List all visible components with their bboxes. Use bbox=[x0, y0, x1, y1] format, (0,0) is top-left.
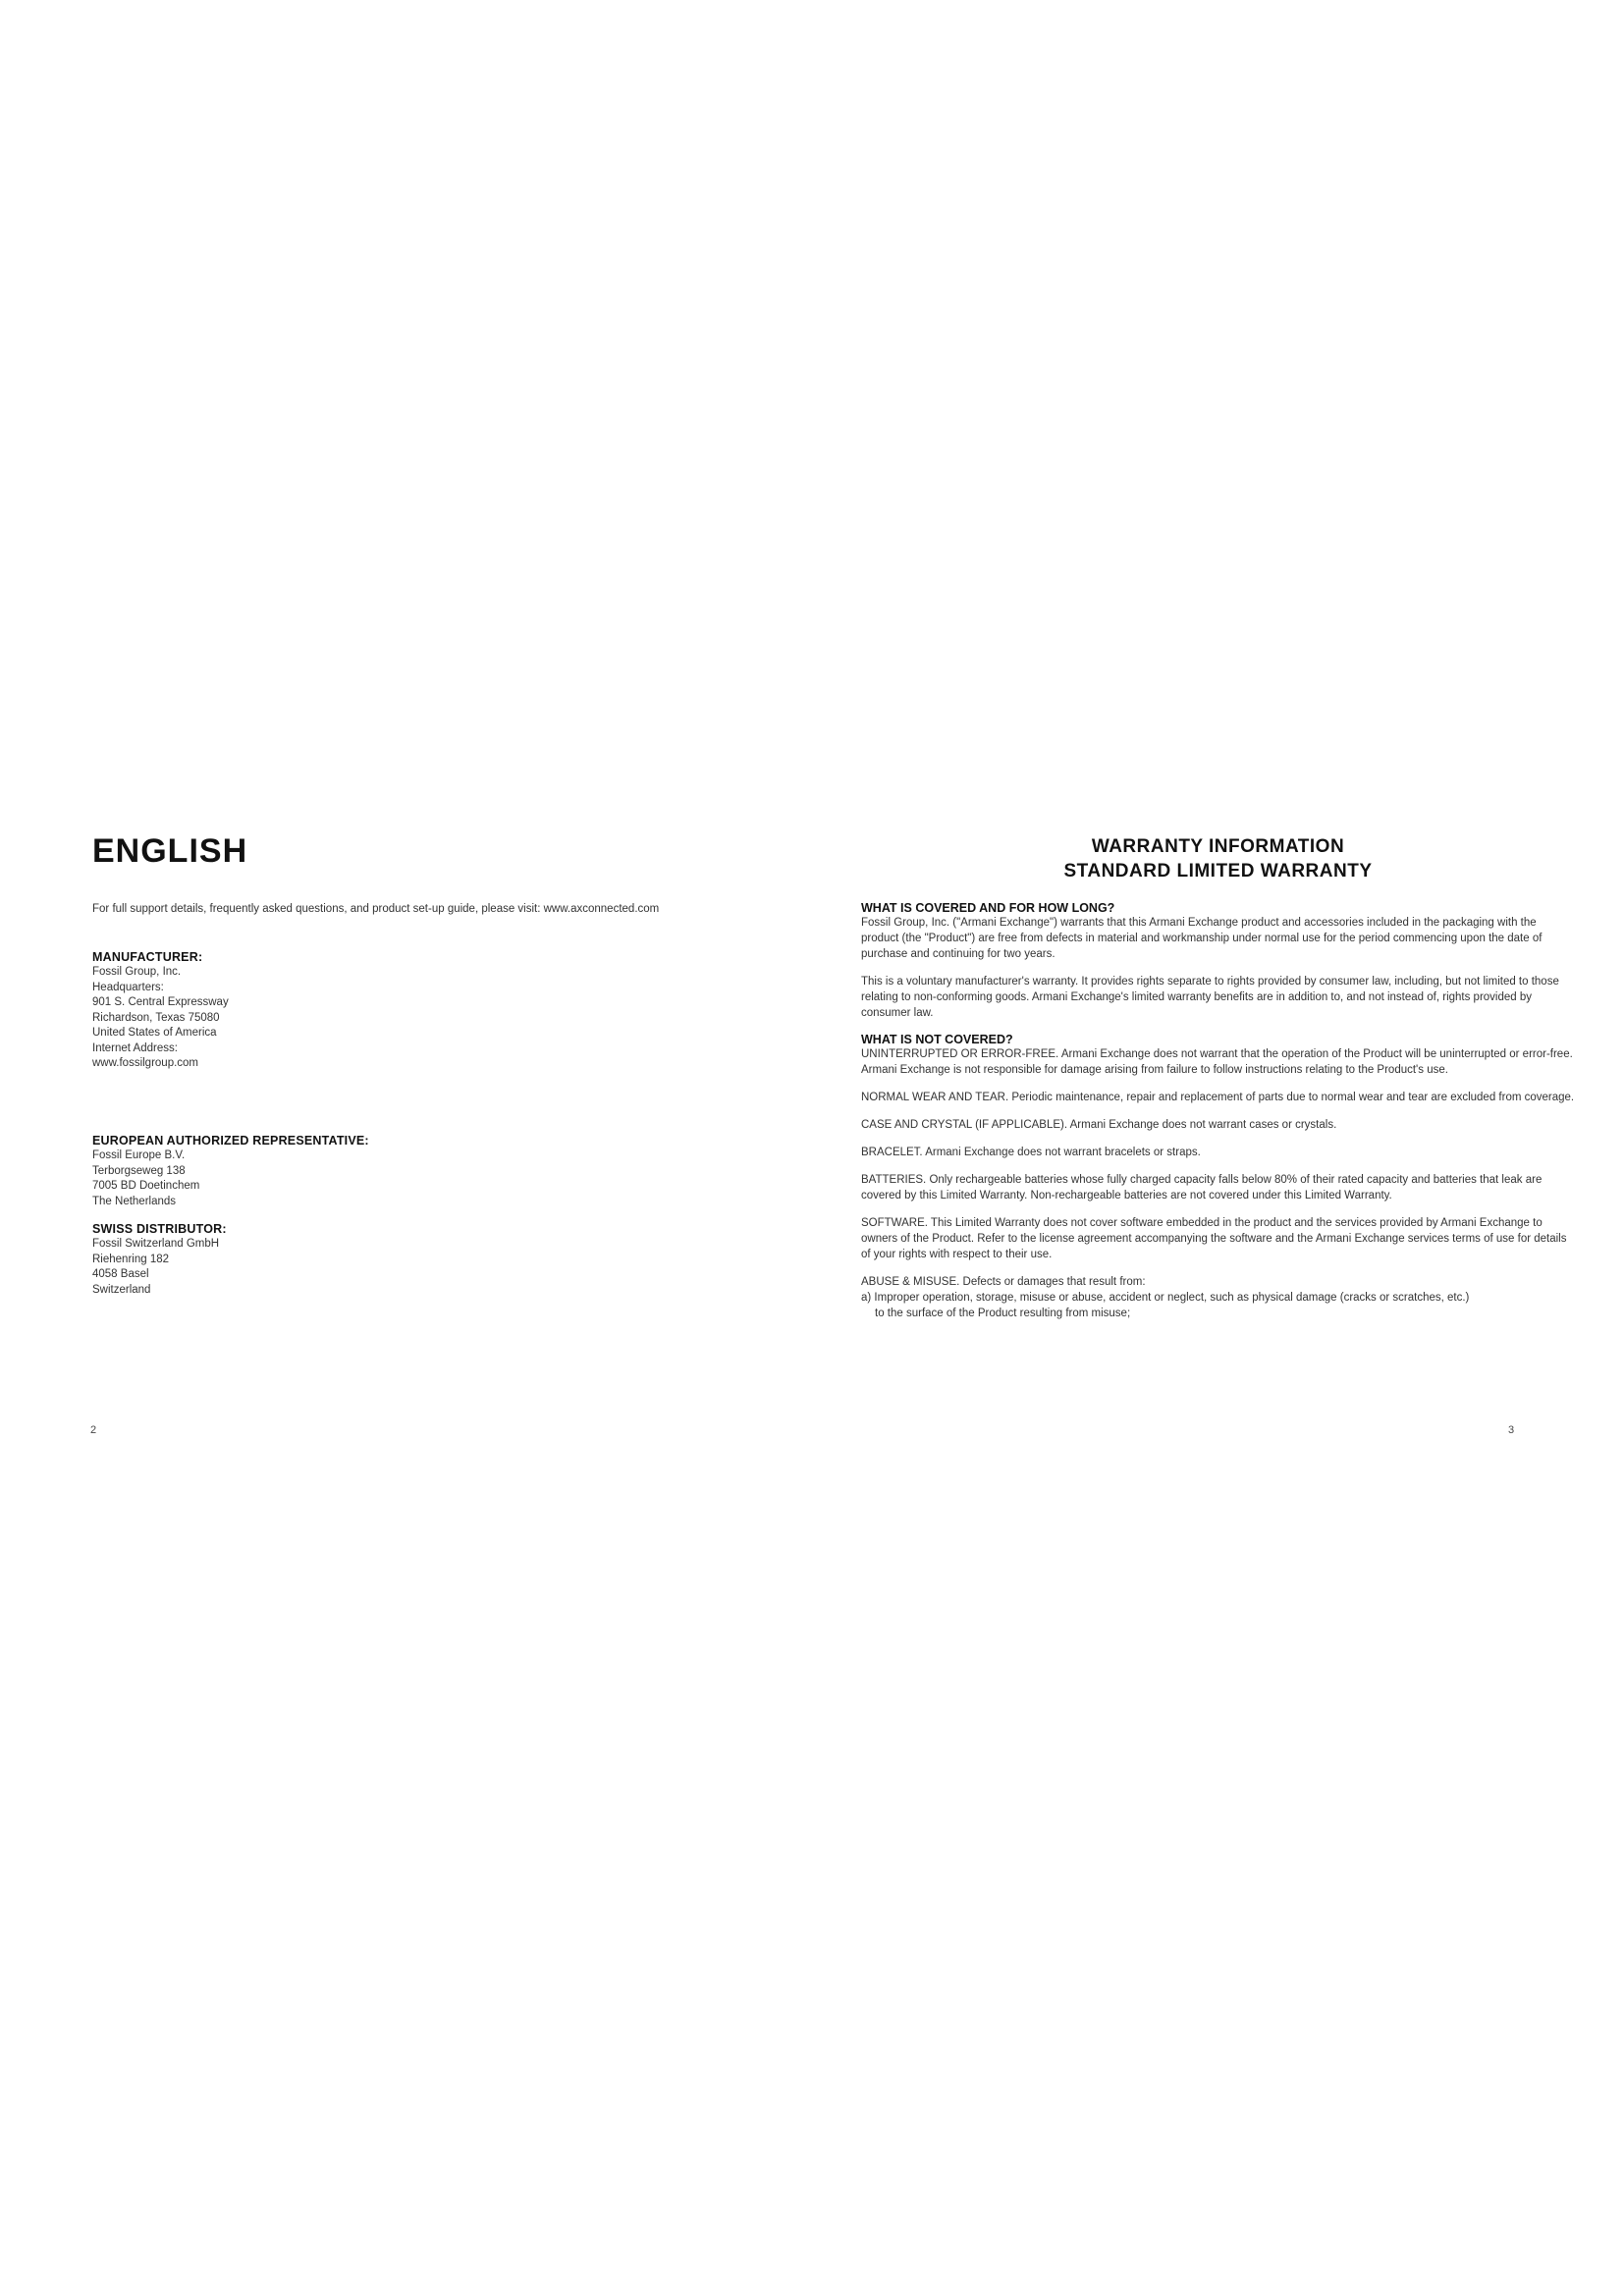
manufacturer-line: Internet Address: bbox=[92, 1041, 178, 1054]
european-rep-block bbox=[92, 1134, 681, 1209]
warranty-body bbox=[861, 901, 1575, 1321]
manufacturer-line: United States of America bbox=[92, 1027, 217, 1039]
not-covered-heading: WHAT IS NOT COVERED? bbox=[861, 1033, 1013, 1046]
swiss-distributor-block bbox=[92, 1222, 681, 1298]
covered-paragraph: This is a voluntary manufacturer's warranty. It provides rights separate to rights provided by consumer law, including, but not limited to those relating to non-conforming goods. Armani Exchange's limited warranty benefits are in addition to, and not instead of, rights provided by consumer law. bbox=[861, 976, 1559, 1019]
page-number: 3 bbox=[1508, 1424, 1515, 1436]
not-covered-paragraph: ABUSE & MISUSE. Defects or damages that result from: bbox=[861, 1276, 1146, 1288]
not-covered-paragraph: NORMAL WEAR AND TEAR. Periodic maintenance, repair and replacement of parts due to normal wear and tear are excluded from coverage. bbox=[861, 1092, 1575, 1103]
swiss-distributor-line: 4058 Basel bbox=[92, 1268, 149, 1280]
european-rep-line: The Netherlands bbox=[92, 1195, 177, 1207]
manufacturer-line: Fossil Group, Inc. bbox=[92, 966, 182, 978]
warranty-title: WARRANTY INFORMATION bbox=[1091, 836, 1345, 857]
manufacturer-line: Richardson, Texas 75080 bbox=[92, 1011, 220, 1024]
manufacturer-line: 901 S. Central Expressway bbox=[92, 996, 229, 1008]
not-covered-paragraph: CASE AND CRYSTAL (IF APPLICABLE). Armani Exchange does not warrant cases or crystals. bbox=[861, 1119, 1337, 1131]
swiss-distributor-line: Switzerland bbox=[92, 1283, 151, 1296]
european-rep-line: Fossil Europe B.V. bbox=[92, 1149, 186, 1161]
not-covered-paragraph: BRACELET. Armani Exchange does not warrant bracelets or straps. bbox=[861, 1147, 1201, 1158]
not-covered-paragraph: SOFTWARE. This Limited Warranty does not cover software embedded in the product and the services provided by Armani Exchange to owners of the Product. Refer to the license agreement accompanying the software and the Armani Exchange services terms of use for details of your rights with respect to their use. bbox=[861, 1217, 1567, 1260]
support-intro: For full support details, frequently asked questions, and product set-up guide, please visit: www.axconnected.com bbox=[92, 903, 660, 915]
abuse-item-continued: to the surface of the Product resulting from misuse; bbox=[875, 1308, 1131, 1319]
manufacturer-heading: MANUFACTURER: bbox=[92, 950, 203, 964]
covered-paragraph: Fossil Group, Inc. ("Armani Exchange") warrants that this Armani Exchange product and accessories included in the packaging with the product (the "Product") are free from defects in material and workmanship under normal use for the period commencing upon the date of purchase and continuing for two years. bbox=[861, 917, 1543, 960]
warranty-subtitle: STANDARD LIMITED WARRANTY bbox=[1063, 861, 1373, 881]
swiss-distributor-line: Riehenring 182 bbox=[92, 1253, 170, 1265]
european-rep-heading: EUROPEAN AUTHORIZED REPRESENTATIVE: bbox=[92, 1134, 369, 1148]
right-page bbox=[812, 0, 1624, 2296]
manufacturer-line: Headquarters: bbox=[92, 981, 164, 993]
language-title: ENGLISH bbox=[92, 832, 248, 870]
european-rep-line: Terborgseweg 138 bbox=[92, 1164, 186, 1177]
covered-heading: WHAT IS COVERED AND FOR HOW LONG? bbox=[861, 901, 1115, 915]
swiss-distributor-line: Fossil Switzerland GmbH bbox=[92, 1238, 220, 1250]
abuse-item: a) Improper operation, storage, misuse or abuse, accident or neglect, such as physical damage (cracks or scratches, etc.) bbox=[861, 1292, 1470, 1304]
european-rep-line: 7005 BD Doetinchem bbox=[92, 1180, 200, 1192]
manufacturer-line: www.fossilgroup.com bbox=[92, 1057, 199, 1069]
not-covered-paragraph: BATTERIES. Only rechargeable batteries whose fully charged capacity falls below 80% of their rated capacity and batteries that leak are covered by this Limited Warranty. Non-rechargeable batteries are not covered under this Limited Warranty. bbox=[861, 1174, 1543, 1201]
not-covered-paragraph: UNINTERRUPTED OR ERROR-FREE. Armani Exchange does not warrant that the operation of the Product will be uninterrupted or error-free. Armani Exchange is not responsible for damage arising from failure to follow instructions relating to the Product's use. bbox=[861, 1048, 1573, 1076]
page-number: 2 bbox=[90, 1424, 97, 1436]
manufacturer-block bbox=[92, 950, 681, 1072]
swiss-distributor-heading: SWISS DISTRIBUTOR: bbox=[92, 1222, 227, 1236]
